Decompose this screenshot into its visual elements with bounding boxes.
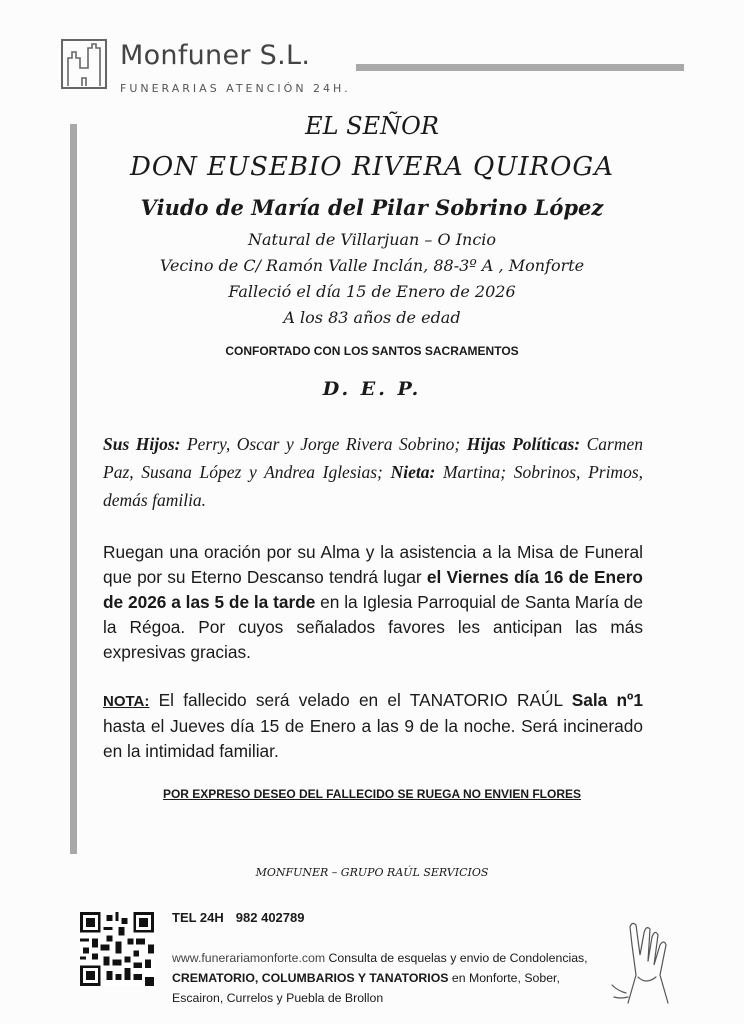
mass-date: el Viernes día 16 de Enero de 2026 a las 5 de la tarde: [103, 567, 643, 612]
family-paragraph: [103, 430, 643, 514]
nieta-label: Nieta:: [390, 462, 436, 482]
hijas-text: Carmen Paz, Susana López y Andrea Iglesias;: [103, 434, 644, 482]
nota-sala: Sala nº1: [571, 690, 643, 710]
nieta-text: Martina; Sobrinos, Primos, demás familia.: [103, 462, 643, 510]
nota-paragraph: [103, 688, 643, 764]
hijas-label: Hijas Políticas:: [466, 434, 581, 454]
phone-number[interactable]: 982 402789: [235, 910, 305, 925]
widower-line: Viudo de María del Pilar Sobrino López: [140, 195, 604, 220]
contact-services: CREMATORIO, COLUMBARIOS Y TANATORIOS: [172, 971, 449, 985]
nota-label: NOTA:: [103, 693, 150, 710]
deceased-name: DON EUSEBIO RIVERA QUIROGA: [130, 152, 614, 182]
website-link[interactable]: www.funerariamonforte.com: [172, 951, 326, 965]
flores-notice: POR EXPRESO DESEO DEL FALLECIDO SE RUEGA NO ENVIEN FLORES: [162, 787, 582, 801]
contact-text-2: en Monforte, Sober, Escairon, Currelos y Puebla de Brollon: [172, 971, 560, 1005]
address-line: Vecino de C/ Ramón Valle Inclán, 88-3º A , Monforte: [159, 256, 585, 275]
hijos-label: Sus Hijos:: [103, 434, 181, 454]
death-date-line: Falleció el día 15 de Enero de 2026: [228, 282, 516, 301]
mass-paragraph: [103, 540, 643, 665]
header-divider: [356, 64, 684, 71]
dep-line: D. E. P.: [322, 378, 422, 400]
phone-label: TEL 24H: [172, 910, 224, 925]
group-name: MONFUNER – GRUPO RAÚL SERVICIOS: [255, 866, 489, 879]
qr-code-icon: [80, 912, 154, 986]
confortado-line: CONFORTADO CON LOS SANTOS SACRAMENTOS: [225, 344, 519, 358]
natural-line: Natural de Villarjuan – O Incio: [247, 230, 497, 249]
age-line: A los 83 años de edad: [283, 308, 461, 327]
hijos-text: Perry, Oscar y Jorge Rivera Sobrino;: [180, 434, 467, 454]
mass-text-1: Ruegan una oración por su Alma y la asistencia a la Misa de Funeral que por su Eterno Descanso tendrá lugar: [103, 542, 643, 587]
nota-text-2: hasta el Jueves día 15 de Enero a las 9 de la noche. Será incinerado en la intimidad familiar.: [103, 716, 643, 761]
nota-text-1: El fallecido será velado en el TANATORIO RAÚL: [149, 690, 572, 710]
phone-line: [172, 910, 304, 925]
title: EL SEÑOR: [305, 112, 439, 140]
contact-paragraph: [172, 948, 592, 1008]
brand-tagline: FUNERARIAS ATENCIÓN 24H.: [120, 82, 351, 95]
praying-hands-icon: [608, 915, 686, 1005]
brand-name: Monfuner S.L.: [120, 40, 311, 71]
contact-text-1: Consulta de esquelas y envio de Condolencias,: [325, 951, 588, 965]
tower-logo-icon: [60, 38, 108, 90]
mass-text-2: en la Iglesia Parroquial de Santa María de la Régoa. Por cuyos señalados favores les anticipan las más expresivas gracias.: [103, 592, 643, 662]
